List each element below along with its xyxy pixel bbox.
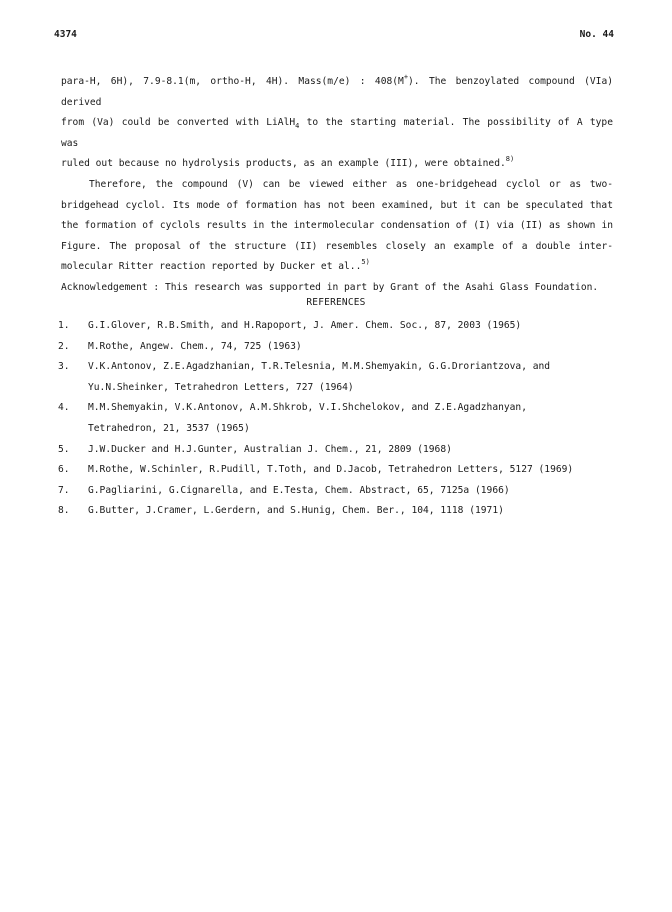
reference-item (58, 440, 618, 461)
paragraph-1-line-1: para-H, 6H), 7.9-8.1(m, ortho-H, 4H). Mass(m/e) : 408(M+). The benzoylated compound (VIa) derived (61, 72, 613, 108)
reference-number: 2. (58, 340, 70, 352)
reference-item (58, 481, 618, 502)
reference-text: M.M.Shemyakin, V.K.Antonov, A.M.Shkrob, V.I.Shchelokov, and Z.E.Agadzhanyan, (88, 402, 527, 414)
paragraph-2-line-3: the formation of cyclols results in the intermolecular condensation of (I) via (II) as shown in (61, 220, 613, 232)
reference-item (58, 501, 618, 522)
paragraph-1-line-2: from (Va) could be converted with LiAlH$_4$ to the starting material. The possibility of A type was (61, 117, 613, 149)
reference-text: V.K.Antonov, Z.E.Agadzhanian, T.R.Telesnia, M.M.Shemyakin, G.G.Droriantzova, and (88, 361, 551, 373)
reference-text: G.Pagliarini, G.Cignarella, and E.Testa, Chem. Abstract, 65, 7125a (1966) (88, 484, 510, 496)
paragraph-2-line-1: Therefore, the compound (V) can be viewed either as one-bridgehead cyclol or as two- (89, 178, 613, 190)
reference-text: Yu.N.Sheinker, Tetrahedron Letters, 727 (1964) (88, 381, 354, 393)
reference-item (58, 337, 618, 358)
paragraph-2-line-5: molecular Ritter reaction reported by Ducker et al..$^{5)}$ (61, 258, 370, 273)
reference-item (58, 460, 618, 481)
reference-number: 3. (58, 361, 70, 373)
reference-number: 5. (58, 443, 70, 455)
reference-text: M.Rothe, Angew. Chem., 74, 725 (1963) (88, 340, 302, 352)
reference-item (58, 316, 618, 337)
issue-number: No. 44 (579, 29, 614, 40)
reference-number: 4. (58, 402, 70, 414)
reference-text: Tetrahedron, 21, 3537 (1965) (88, 422, 250, 434)
reference-item (58, 398, 618, 439)
references-list (58, 316, 618, 522)
reference-number: 6. (58, 464, 70, 476)
references-heading: REFERENCES (306, 297, 366, 308)
reference-text: M.Rothe, W.Schinler, R.Pudill, T.Toth, and D.Jacob, Tetrahedron Letters, 5127 (1969) (88, 464, 574, 476)
paragraph-2-line-2: bridgehead cyclol. Its mode of formation has not been examined, but it can be speculated that (61, 199, 613, 211)
reference-text: J.W.Ducker and H.J.Gunter, Australian J. Chem., 21, 2809 (1968) (88, 443, 452, 455)
acknowledgement: Acknowledgement : This research was supported in part by Grant of the Asahi Glass Foundation. (61, 281, 599, 293)
reference-text: G.I.Glover, R.B.Smith, and H.Rapoport, J. Amer. Chem. Soc., 87, 2003 (1965) (88, 320, 522, 331)
reference-number: 7. (58, 484, 70, 496)
reference-text: G.Butter, J.Cramer, L.Gerdern, and S.Hunig, Chem. Ber., 104, 1118 (1971) (88, 505, 504, 517)
reference-number: 1. (58, 320, 70, 331)
paragraph-2-line-4: Figure. The proposal of the structure (II) resembles closely an example of a double inter- (61, 240, 613, 252)
body-text (61, 72, 613, 299)
paragraph-1-line-3: ruled out because no hydrolysis products, as an example (III), were obtained.$^{8)}$ (61, 155, 515, 170)
reference-number: 8. (58, 505, 70, 517)
page-number: 4374 (54, 29, 77, 40)
reference-item (58, 357, 618, 398)
